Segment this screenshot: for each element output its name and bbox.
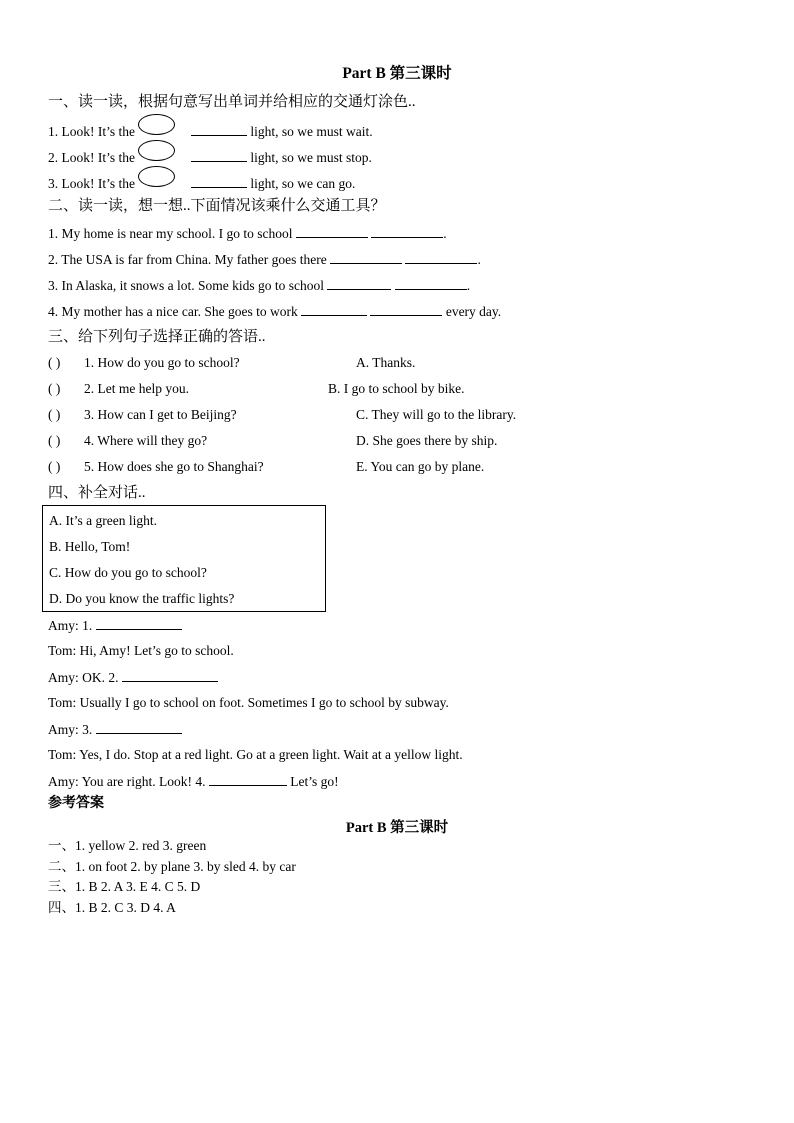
answer-blank[interactable] [191, 174, 247, 188]
sec1-item-1-text: 1. Look! It’s the [48, 124, 135, 139]
question-text: 1. How do you go to school? [84, 355, 240, 370]
sec1-item-1 [48, 120, 373, 141]
answer-blank[interactable] [191, 122, 247, 136]
answer-blank[interactable] [395, 276, 467, 290]
answer-line-3: 三、1. B 2. A 3. E 4. C 5. D [48, 879, 201, 894]
question-text: 4. Where will they go? [84, 433, 208, 448]
sec2-item-3-post: . [466, 278, 471, 293]
sec2-item-4-post: every day. [445, 304, 502, 319]
answer-key-label: 参考答案 [48, 796, 104, 811]
sec1-item-3-post: light, so we can go. [250, 176, 356, 191]
sec2-item-2 [48, 250, 481, 269]
sec3-question-5 [48, 458, 264, 476]
answer-blank[interactable] [209, 772, 287, 786]
section-3-header: 三、给下列句子选择正确的答语.. [48, 329, 266, 345]
sec3-answer-e: E. You can go by plane. [356, 459, 485, 474]
section-2-header: 二、读一读，想一想..下面情况该乘什么交通工具？ [48, 198, 386, 214]
option-a: A. It’s a green light. [49, 513, 157, 528]
answer-line-4: 四、1. B 2. C 3. D 4. A [48, 900, 176, 915]
answer-blank[interactable] [96, 616, 182, 630]
sec3-question-4 [48, 432, 207, 450]
section-4-header: 四、补全对话.. [48, 485, 146, 501]
answer-paren[interactable]: ( ) [48, 407, 61, 422]
answer-blank[interactable] [191, 148, 247, 162]
dialog-line-6: Tom: Yes, I do. Stop at a red light. Go at a green light. Wait at a yellow light. [48, 747, 463, 762]
sec2-item-1-post: . [443, 226, 447, 241]
dialog-line-2: Tom: Hi, Amy! Let’s go to school. [48, 643, 234, 658]
answer-key-title: Part B 第三课时 [345, 820, 449, 836]
answer-blank[interactable] [405, 250, 477, 264]
sec3-question-1 [48, 354, 240, 372]
dialog-text: Amy: 3. [48, 722, 93, 737]
sec1-item-1-post: light, so we must wait. [250, 124, 373, 139]
answer-blank[interactable] [371, 224, 443, 238]
answer-blank[interactable] [370, 302, 442, 316]
sec3-answer-d: D. She goes there by ship. [356, 433, 498, 448]
sec3-answer-c: C. They will go to the library. [356, 407, 517, 422]
sec2-item-2-text: 2. The USA is far from China. My father goes there [48, 252, 327, 267]
sec1-item-3-text: 3. Look! It’s the [48, 176, 135, 191]
dialog-line-7 [48, 772, 339, 791]
sec2-item-4 [48, 302, 501, 321]
sec1-item-2 [48, 146, 372, 167]
answer-blank[interactable] [301, 302, 367, 316]
sec3-answer-b: B. I go to school by bike. [328, 381, 465, 396]
answer-paren[interactable]: ( ) [48, 433, 61, 448]
sec2-item-1-text: 1. My home is near my school. I go to school [48, 226, 293, 241]
sec2-item-1 [48, 224, 447, 243]
question-text: 5. How does she go to Shanghai? [84, 459, 264, 474]
sec3-question-3 [48, 406, 237, 424]
dialog-line-4: Tom: Usually I go to school on foot. Sometimes I go to school by subway. [48, 695, 449, 710]
sec2-item-2-post: . [477, 252, 481, 267]
traffic-light-oval[interactable] [138, 166, 175, 187]
dialog-post: Let’s go! [290, 774, 339, 789]
answer-blank[interactable] [327, 276, 391, 290]
dialog-line-5 [48, 720, 182, 739]
options-box [42, 505, 326, 612]
answer-line-1: 一、1. yellow 2. red 3. green [48, 838, 207, 853]
sec2-item-4-text: 4. My mother has a nice car. She goes to work [48, 304, 298, 319]
traffic-light-oval[interactable] [138, 114, 175, 135]
dialog-text: Amy: 1. [48, 618, 93, 633]
question-text: 3. How can I get to Beijing? [84, 407, 237, 422]
section-1-header: 一、读一读，根据句意写出单词并给相应的交通灯涂色.. [48, 94, 416, 110]
dialog-text: Amy: OK. 2. [48, 670, 119, 685]
sec1-item-3 [48, 172, 355, 193]
option-d: D. Do you know the traffic lights? [49, 591, 235, 606]
traffic-light-oval[interactable] [138, 140, 175, 161]
answer-paren[interactable]: ( ) [48, 355, 61, 370]
answer-paren[interactable]: ( ) [48, 459, 61, 474]
sec1-item-2-text: 2. Look! It’s the [48, 150, 135, 165]
dialog-text: Amy: You are right. Look! 4. [48, 774, 206, 789]
option-c: C. How do you go to school? [49, 565, 207, 580]
dialog-line-1 [48, 616, 182, 635]
dialog-line-3 [48, 668, 218, 687]
page-title: Part B 第三课时 [342, 65, 452, 82]
sec3-question-2 [48, 380, 189, 398]
option-b: B. Hello, Tom! [49, 539, 131, 554]
answer-line-2: 二、1. on foot 2. by plane 3. by sled 4. by car [48, 859, 296, 874]
sec2-item-3-text: 3. In Alaska, it snows a lot. Some kids go to school [48, 278, 324, 293]
sec1-item-2-post: light, so we must stop. [250, 150, 372, 165]
sec3-answer-a: A. Thanks. [356, 355, 416, 370]
question-text: 2. Let me help you. [84, 381, 189, 396]
answer-blank[interactable] [330, 250, 402, 264]
sec2-item-3 [48, 276, 470, 295]
answer-blank[interactable] [296, 224, 368, 238]
answer-blank[interactable] [122, 668, 218, 682]
answer-blank[interactable] [96, 720, 182, 734]
answer-paren[interactable]: ( ) [48, 381, 61, 396]
